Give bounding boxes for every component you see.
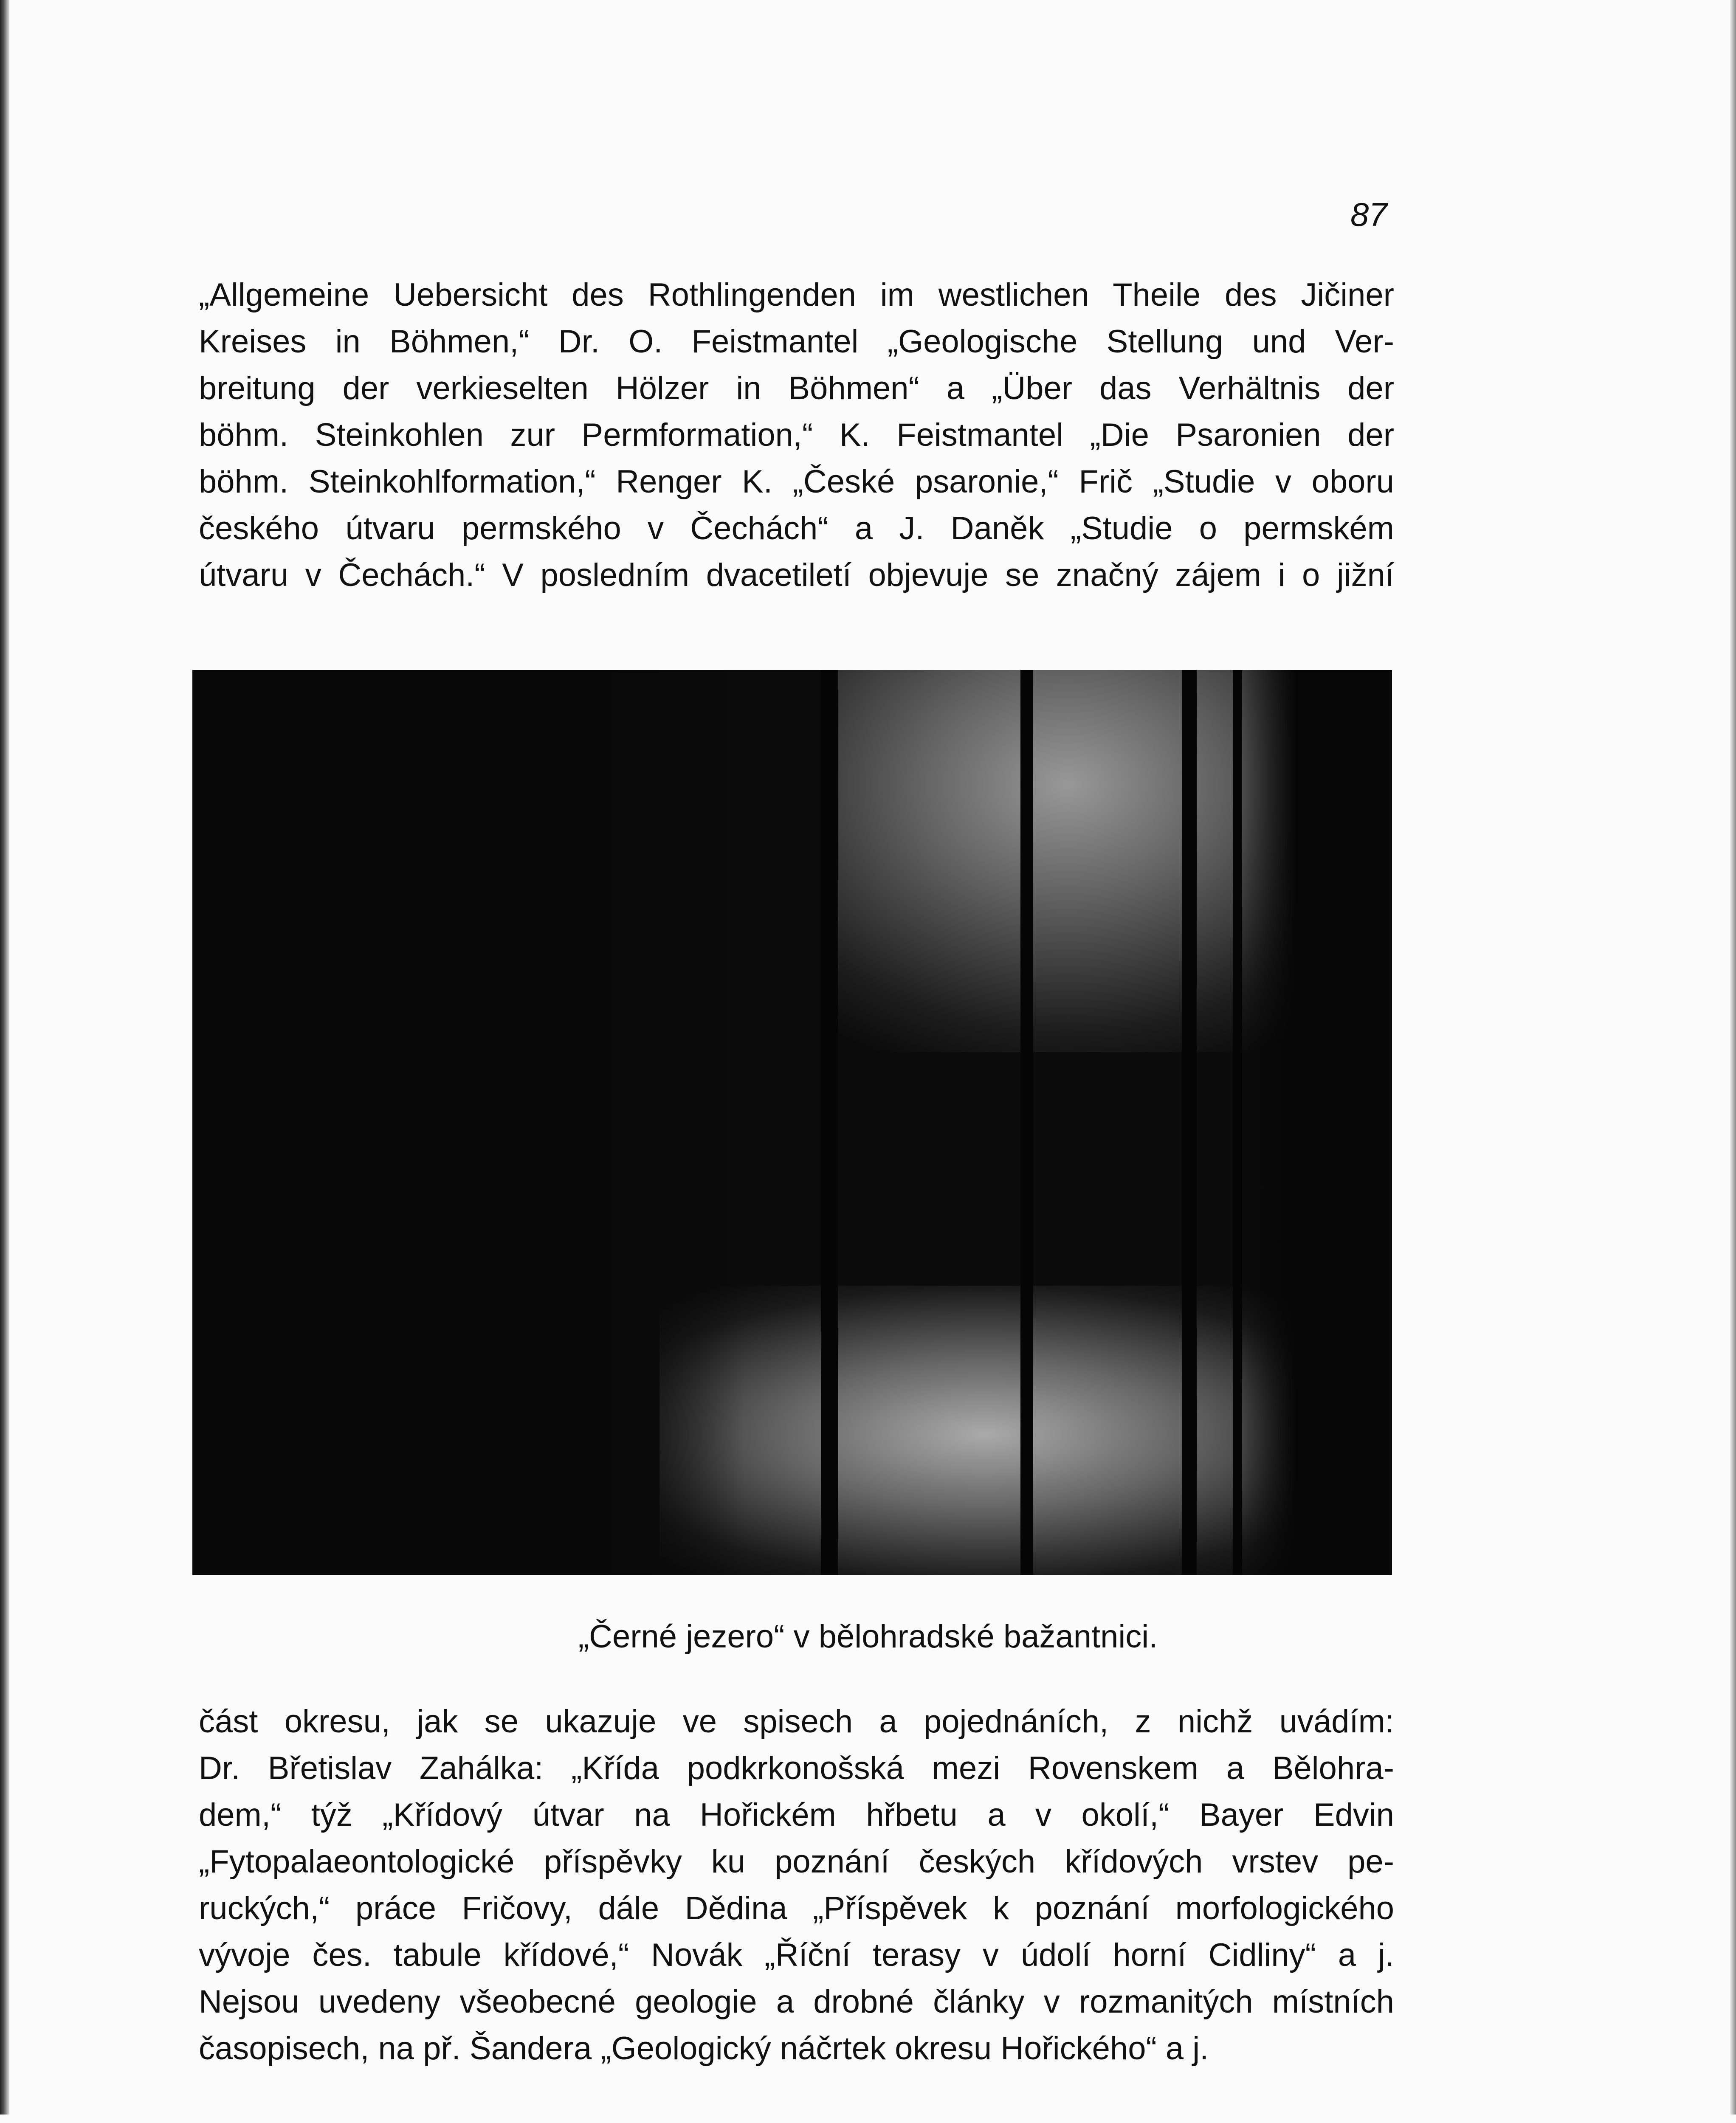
text-line: böhm. Steinkohlen zur Permformation,“ K. Feistmantel „Die Psaronien der xyxy=(199,417,1394,453)
dark-foliage-left xyxy=(192,670,744,1575)
scan-left-edge xyxy=(0,0,9,2115)
figure-caption: „Černé jezero“ v bělohradské bažantnici. xyxy=(578,1619,1158,1655)
text-line: Kreises in Böhmen,“ Dr. O. Feistmantel „Geologische Stellung und Ver- xyxy=(199,324,1394,360)
text-line: böhm. Steinkohlformation,“ Renger K. „České psaronie,“ Frič „Studie v oboru xyxy=(199,464,1394,500)
scan-right-edge xyxy=(1730,0,1736,2115)
text-line: vývoje čes. tabule křídové,“ Novák „Říční terasy v údolí horní Cidliny“ a j. xyxy=(199,1937,1394,1973)
paragraph-top xyxy=(199,272,1394,599)
forest-lake-photograph xyxy=(192,670,1392,1575)
tree-trunk xyxy=(1020,670,1033,1575)
paragraph-bottom xyxy=(199,1698,1394,2072)
tree-trunk xyxy=(821,670,838,1575)
text-line: breitung der verkieselten Hölzer in Böhmen“ a „Über das Verhältnis der xyxy=(199,370,1394,406)
dark-foliage-right xyxy=(1233,670,1392,1575)
text-line: útvaru v Čechách.“ V posledním dvacetiletí objevuje se značný zájem i o jižní xyxy=(199,557,1394,593)
page-number: 87 xyxy=(1350,196,1387,233)
text-line: dem,“ týž „Křídový útvar na Hořickém hřbetu a v okolí,“ Bayer Edvin xyxy=(199,1797,1394,1833)
text-line: „Fytopalaeontologické příspěvky ku poznání českých křídových vrstev pe- xyxy=(199,1844,1394,1880)
text-line: Dr. Břetislav Zahálka: „Křída podkrkonošská mezi Rovenskem a Bělohra- xyxy=(199,1750,1394,1786)
text-line: Nejsou uvedeny všeobecné geologie a drobné články v rozmanitých místních xyxy=(199,1984,1394,2020)
text-line: ruckých,“ práce Fričovy, dále Dědina „Příspěvek k poznání morfologického xyxy=(199,1890,1394,1926)
text-line: českého útvaru permského v Čechách“ a J. Daněk „Studie o permském xyxy=(199,510,1394,546)
text-line: „Allgemeine Uebersicht des Rothlingenden im westlichen Theile des Jičiner xyxy=(199,277,1394,313)
text-line: část okresu, jak se ukazuje ve spisech a pojednáních, z nichž uvádím: xyxy=(199,1703,1394,1740)
text-line: časopisech, na př. Šandera „Geologický náčrtek okresu Hořického“ a j. xyxy=(199,2030,1209,2067)
tree-trunk xyxy=(1182,670,1197,1575)
